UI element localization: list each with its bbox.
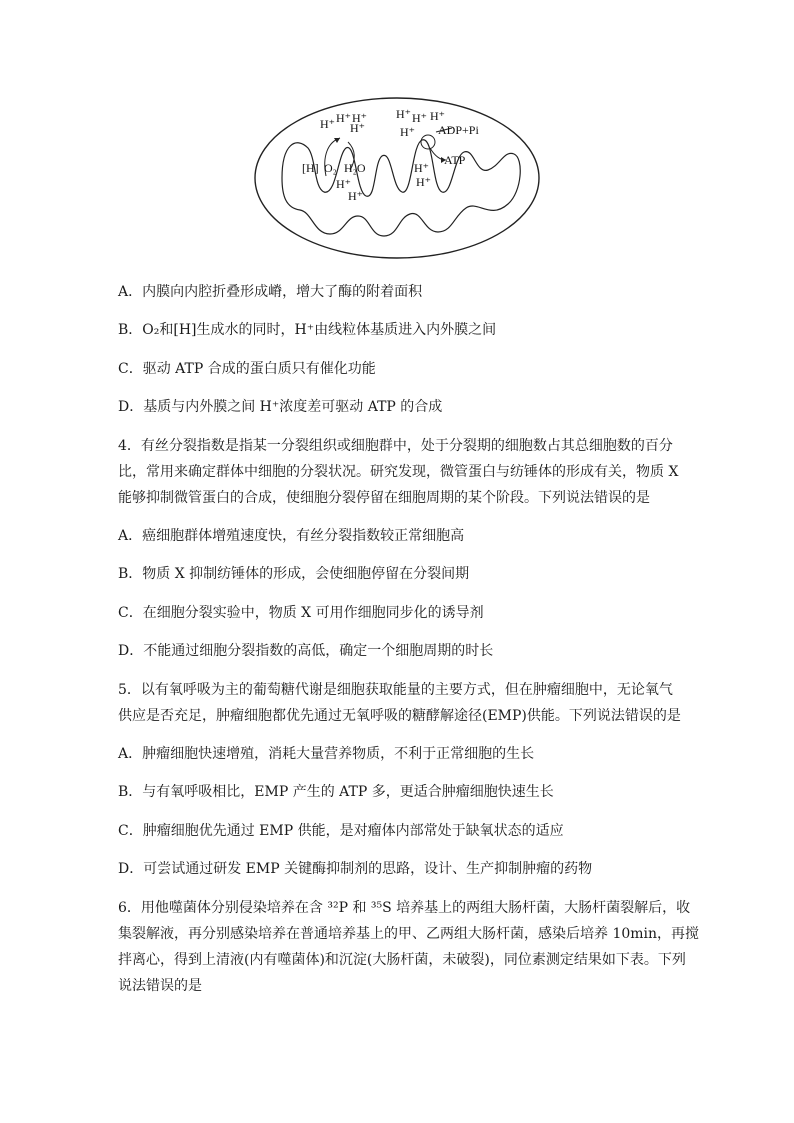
label-atp: ATP xyxy=(444,153,466,167)
q3-option-a: A．内膜向内腔折叠形成嵴，增大了酶的附着面积 xyxy=(118,284,423,300)
label-nadh: [H] xyxy=(302,161,319,175)
label-h-plus: H⁺ xyxy=(396,107,411,121)
label-h-plus: H⁺ xyxy=(348,189,363,203)
q4-stem-line: 4．有丝分裂指数是指某一分裂组织或细胞群中，处于分裂期的细胞数占其总细胞数的百分 xyxy=(118,438,673,454)
q6-stem-line: 拌离心，得到上清液(内有噬菌体)和沉淀(大肠杆菌，未破裂)，同位素测定结果如下表。下列 xyxy=(118,952,686,968)
label-h-plus: H⁺ xyxy=(336,111,351,125)
label-oxygen: O₂ xyxy=(324,161,337,175)
label-water: H₂O xyxy=(344,161,366,175)
label-h-plus: H⁺ xyxy=(352,111,367,125)
label-h-plus: H⁺ xyxy=(416,175,431,189)
q3-option-b: B．O₂和[H]生成水的同时，H⁺由线粒体基质进入内外膜之间 xyxy=(118,322,497,338)
q4-option-d: D．不能通过细胞分裂指数的高低，确定一个细胞周期的时长 xyxy=(118,643,494,659)
q5-stem-line: 5．以有氧呼吸为主的葡萄糖代谢是细胞获取能量的主要方式，但在肿瘤细胞中，无论氧气 xyxy=(118,682,673,698)
q4-option-c: C．在细胞分裂实验中，物质 X 可用作细胞同步化的诱导剂 xyxy=(118,605,484,621)
mitochondrion-diagram xyxy=(252,92,542,262)
q5-option-a: A．肿瘤细胞快速增殖，消耗大量营养物质，不利于正常细胞的生长 xyxy=(118,746,535,762)
label-h-plus: H⁺ xyxy=(430,109,445,123)
label-adp-pi: ADP+Pi xyxy=(438,123,479,137)
q4-stem-line: 比，常用来确定群体中细胞的分裂状况。研究发现，微管蛋白与纺锤体的形成有关，物质 X xyxy=(118,464,679,480)
outer-membrane xyxy=(255,98,539,258)
q6-stem-line: 6．用他噬菌体分别侵染培养在含 ³²P 和 ³⁵S 培养基上的两组大肠杆菌，大肠杆菌裂解后，收 xyxy=(118,900,691,916)
label-h-plus: H⁺ xyxy=(336,177,351,191)
label-h-plus: H⁺ xyxy=(412,111,427,125)
atp-synthase xyxy=(421,135,435,149)
label-h-plus: H⁺ xyxy=(400,125,415,139)
q5-option-b: B．与有氧呼吸相比，EMP 产生的 ATP 多，更适合肿瘤细胞快速生长 xyxy=(118,784,554,800)
q5-option-c: C．肿瘤细胞优先通过 EMP 供能，是对瘤体内部常处于缺氧状态的适应 xyxy=(118,823,564,839)
label-h-plus: H⁺ xyxy=(414,161,429,175)
q3-option-d: D．基质与内外膜之间 H⁺浓度差可驱动 ATP 的合成 xyxy=(118,399,443,415)
label-h-plus: H⁺ xyxy=(350,121,365,135)
q5-stem-line: 供应是否充足，肿瘤细胞都优先通过无氧呼吸的糖酵解途径(EMP)供能。下列说法错误的是 xyxy=(118,708,681,724)
q3-option-c: C．驱动 ATP 合成的蛋白质只有催化功能 xyxy=(118,361,376,377)
q4-stem-line: 能够抑制微管蛋白的合成，使细胞分裂停留在细胞周期的某个阶段。下列说法错误的是 xyxy=(118,490,650,506)
q6-stem-line: 集裂解液，再分别感染培养在普通培养基上的甲、乙两组大肠杆菌，感染后培养 10min，再搅 xyxy=(118,926,700,942)
label-h-plus: H⁺ xyxy=(320,117,335,131)
q4-option-b: B．物质 X 抑制纺锤体的形成，会使细胞停留在分裂间期 xyxy=(118,566,470,582)
q6-stem-line: 说法错误的是 xyxy=(118,978,202,994)
q4-option-a: A．癌细胞群体增殖速度快，有丝分裂指数较正常细胞高 xyxy=(118,528,465,544)
inner-membrane-cristae xyxy=(282,140,520,236)
q5-option-d: D．可尝试通过研发 EMP 关键酶抑制剂的思路，设计、生产抑制肿瘤的药物 xyxy=(118,861,593,877)
